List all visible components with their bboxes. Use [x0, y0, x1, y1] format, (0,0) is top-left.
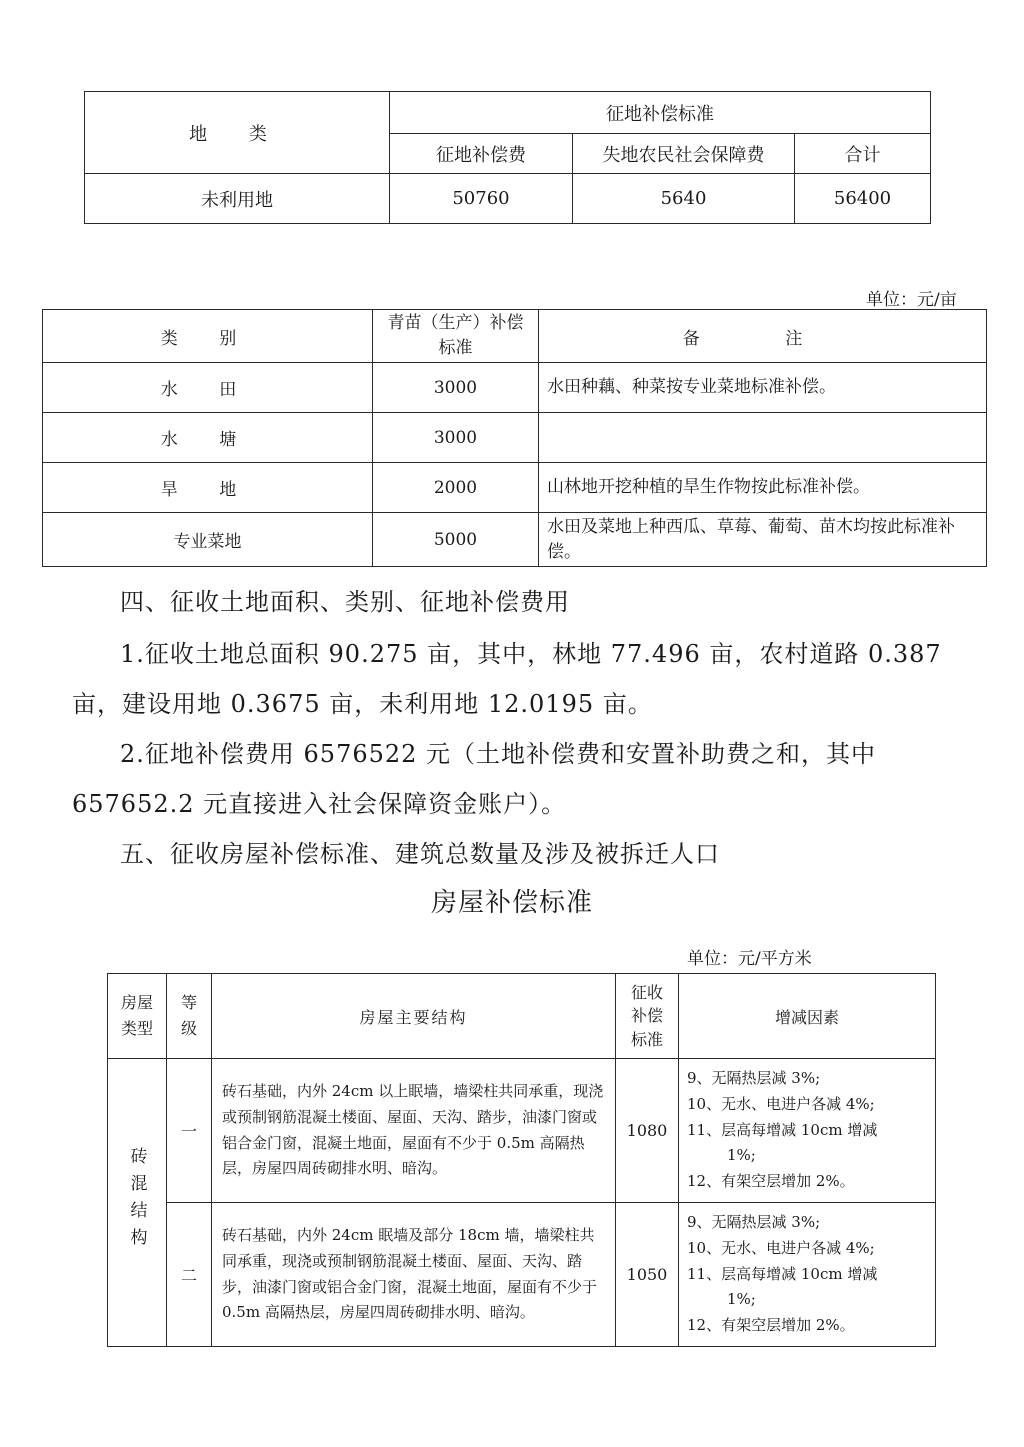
header-category: 类 别 — [43, 310, 373, 363]
standard-cell: 1080 — [616, 1059, 679, 1203]
land-compensation-table — [84, 91, 931, 224]
grade-cell: 一 — [167, 1059, 212, 1203]
factor-line: 12、有架空层增加 2%。 — [687, 1316, 855, 1335]
section-4-heading: 四、征收土地面积、类别、征地补偿费用 — [120, 588, 570, 616]
header-total: 合计 — [795, 134, 931, 174]
header-grade: 等级 — [167, 974, 212, 1059]
grade-cell: 二 — [167, 1203, 212, 1347]
section-5-heading: 五、征收房屋补偿标准、建筑总数量及涉及被拆迁人口 — [120, 840, 720, 868]
note-cell: 水田及菜地上种西瓜、草莓、葡萄、苗木均按此标准补偿。 — [539, 513, 987, 567]
brick-concrete-type-cell: 砖混结构 — [108, 1059, 167, 1347]
standard-cell: 5000 — [373, 513, 539, 567]
unit-label: 单位：元/亩 — [866, 290, 957, 310]
standard-cell: 1050 — [616, 1203, 679, 1347]
compensation-standard-header: 征地补偿标准 — [390, 92, 931, 134]
row-compensation: 50760 — [390, 174, 573, 224]
crop-compensation-table — [42, 309, 987, 567]
category-cell: 水 塘 — [43, 413, 373, 463]
header-crop-standard: 青苗（生产）补偿标准 — [373, 310, 539, 363]
header-compensation-fee: 征地补偿费 — [390, 134, 573, 174]
land-type-header: 地 类 — [85, 92, 390, 174]
header-factors: 增减因素 — [679, 974, 936, 1059]
factor-line: 11、层高每增减 10cm 增减 — [687, 1120, 878, 1139]
paragraph-2-line-2: 657652.2 元直接进入社会保障资金账户）。 — [72, 790, 567, 818]
header-note: 备 注 — [539, 310, 987, 363]
structure-cell: 砖石基础，内外 24cm 眠墙及部分 18cm 墙，墙梁柱共同承重，现浇或预制钢筋混凝土楼面、屋面、天沟、踏步，油漆门窗或铝合金门窗，混凝土地面，屋面有不少于 0.5m 高隔热层，房屋四周砖砌排水明、暗沟。 — [212, 1203, 616, 1347]
header-social-security-fee: 失地农民社会保障费 — [573, 134, 795, 174]
standard-cell: 3000 — [373, 363, 539, 413]
factor-line: 10、无水、电进户各减 4%; — [687, 1238, 875, 1257]
factor-line: 9、无隔热层减 3%; — [687, 1212, 821, 1231]
paragraph-1-line-2: 亩，建设用地 0.3675 亩，未利用地 12.0195 亩。 — [72, 690, 653, 718]
paragraph-2-line-1: 2.征地补偿费用 6576522 元（土地补偿费和安置补助费之和，其中 — [120, 740, 877, 768]
structure-cell: 砖石基础，内外 24cm 以上眠墙，墙梁柱共同承重，现浇或预制钢筋混凝土楼面、屋面、天沟、踏步，油漆门窗或铝合金门窗，混凝土地面，屋面有不少于 0.5m 高隔热层，房屋四周砖砌排水明、暗沟。 — [212, 1059, 616, 1203]
house-standard-title: 房屋补偿标准 — [430, 888, 593, 918]
category-cell: 专业菜地 — [43, 513, 373, 567]
standard-cell: 2000 — [373, 463, 539, 513]
header-standard: 征收补偿标准 — [616, 974, 679, 1059]
factors-cell — [679, 1203, 936, 1347]
house-compensation-table — [107, 973, 936, 1347]
factor-line: 11、层高每增减 10cm 增减 — [687, 1264, 878, 1283]
factors-cell — [679, 1059, 936, 1203]
row-land-type: 未利用地 — [85, 174, 390, 224]
factor-line: 12、有架空层增加 2%。 — [687, 1172, 855, 1191]
paragraph-1-line-1: 1.征收土地总面积 90.275 亩，其中，林地 77.496 亩，农村道路 0.387 — [120, 640, 942, 668]
note-cell — [539, 413, 987, 463]
factor-line: 1%; — [727, 1146, 756, 1165]
house-unit-label: 单位：元/平方米 — [687, 949, 812, 969]
factor-line: 10、无水、电进户各减 4%; — [687, 1094, 875, 1113]
header-house-type: 房屋类型 — [108, 974, 167, 1059]
category-cell: 旱 地 — [43, 463, 373, 513]
category-cell: 水 田 — [43, 363, 373, 413]
row-total: 56400 — [795, 174, 931, 224]
note-cell: 水田种藕、种菜按专业菜地标准补偿。 — [539, 363, 987, 413]
header-structure: 房屋主要结构 — [212, 974, 616, 1059]
note-cell: 山林地开挖种植的旱生作物按此标准补偿。 — [539, 463, 987, 513]
factor-line: 1%; — [727, 1290, 756, 1309]
row-social: 5640 — [573, 174, 795, 224]
paragraph-2 — [72, 729, 972, 829]
paragraph-1 — [72, 629, 972, 729]
standard-cell: 3000 — [373, 413, 539, 463]
factor-line: 9、无隔热层减 3%; — [687, 1068, 821, 1087]
